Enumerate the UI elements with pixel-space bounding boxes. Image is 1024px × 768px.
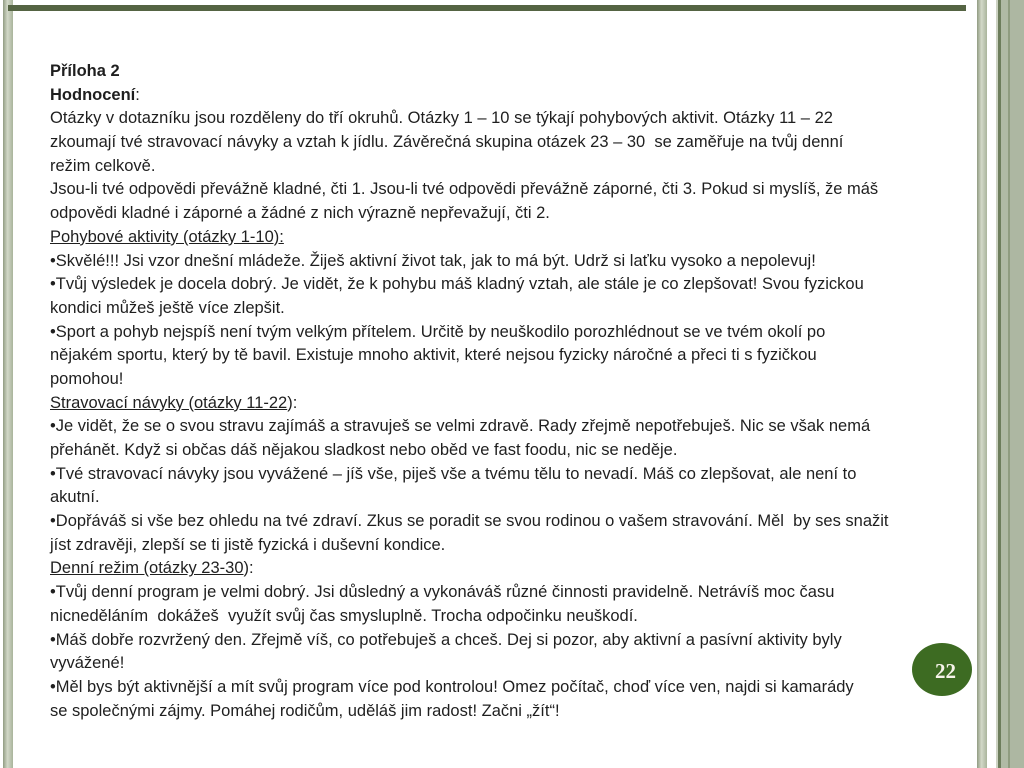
text-segment: Otázky v dotazníku jsou rozděleny do tří okruhů. Otázky 1 – 10 se týkají pohybových aktivit. Otázky 11 – 22 <box>50 109 833 128</box>
text-line <box>50 700 972 724</box>
text-line <box>50 344 972 368</box>
text-line <box>50 297 972 321</box>
text-segment: Stravovací návyky (otázky 11-22 <box>50 393 288 412</box>
text-segment: odpovědi kladné i záporné a žádné z nich výrazně nepřevažují, čti 2. <box>50 204 550 223</box>
text-segment: ): <box>243 559 254 578</box>
text-line <box>50 629 972 653</box>
text-segment: pomohou! <box>50 369 124 388</box>
text-line <box>50 321 972 345</box>
text-segment: vyvážené! <box>50 654 125 673</box>
text-segment: nějakém sportu, který by tě bavil. Existuje mnoho aktivit, které nejsou fyzicky náročné a přeci ti s fyzičkou <box>50 346 817 365</box>
text-line <box>50 107 972 131</box>
text-segment: •Měl bys být aktivnější a mít svůj program více pod kontrolou! Omez počítač, choď více ven, najdi si kamarády <box>50 677 854 696</box>
right-border-band <box>996 0 1024 768</box>
right-border-stripe <box>977 0 987 768</box>
text-line <box>50 486 972 510</box>
text-segment: •Tvůj výsledek je docela dobrý. Je vidět, že k pohybu máš kladný vztah, ale stále je co zlepšovat! Svou fyzickou <box>50 275 864 294</box>
text-segment: Jsou-li tvé odpovědi převážně kladné, čti 1. Jsou-li tvé odpovědi převážně záporné, čti 3. Pokud si myslíš, že máš <box>50 180 879 199</box>
text-segment: Pohybové aktivity (otázky 1-10): <box>50 227 284 246</box>
slide-number-badge <box>912 643 972 696</box>
text-segment: Příloha 2 <box>50 62 120 80</box>
text-segment: •Sport a pohyb nejspíš není tvým velkým přítelem. Určitě by neuškodilo porozhlédnout se ve tvém okolí po <box>50 322 826 341</box>
slide-text-block <box>50 60 972 723</box>
text-segment: nicneděláním dokážeš využít svůj čas smysluplně. Trocha odpočinku neuškodí. <box>50 606 638 625</box>
text-segment: režim celkově. <box>50 156 156 175</box>
text-segment: •Tvé stravovací návyky jsou vyvážené – jíš vše, piješ vše a tvému tělu to nevadí. Máš co zlepšovat, ale není to <box>50 464 857 483</box>
slide-number: 22 <box>935 659 956 683</box>
top-border-bar <box>8 5 966 11</box>
text-segment: : <box>135 85 140 104</box>
text-line <box>50 178 972 202</box>
text-line <box>50 368 972 392</box>
text-segment: •Tvůj denní program je velmi dobrý. Jsi důsledný a vykonáváš různé činnosti pravidelně. Netrávíš moc času <box>50 583 835 602</box>
text-line <box>50 510 972 534</box>
text-segment: Denní režim (otázky 23-30 <box>50 559 244 578</box>
text-line <box>50 439 972 463</box>
text-segment: •Dopřáváš si vše bez ohledu na tvé zdraví. Zkus se poradit se svou rodinou o vašem stravování. Měl by ses snažit <box>50 512 889 531</box>
text-segment: akutní. <box>50 488 100 507</box>
text-line <box>50 581 972 605</box>
text-line <box>50 605 972 629</box>
text-segment: zkoumají tvé stravovací návyky a vztah k jídlu. Závěrečná skupina otázek 23 – 30 se zaměřuje na tvůj denní <box>50 133 844 152</box>
text-segment: Hodnocení <box>50 85 136 104</box>
text-segment: se společnými zájmy. Pomáhej rodičům, uděláš jim radost! Začni „žít“! <box>50 701 560 720</box>
text-line <box>50 392 972 416</box>
text-line <box>50 84 972 108</box>
text-line <box>50 131 972 155</box>
text-line <box>50 676 972 700</box>
text-line <box>50 534 972 558</box>
text-line <box>50 463 972 487</box>
text-line <box>50 155 972 179</box>
text-line <box>50 250 972 274</box>
text-segment: •Skvělé!!! Jsi vzor dnešní mládeže. Žiješ aktivní život tak, jak to má být. Udrž si laťku vysoko a nepolevuj! <box>50 251 816 270</box>
text-line <box>50 273 972 297</box>
text-segment: •Je vidět, že se o svou stravu zajímáš a stravuješ se velmi zdravě. Rady zřejmě nepotřebuješ. Nic se však nemá <box>50 417 871 436</box>
text-segment: kondici můžeš ještě více zlepšit. <box>50 298 285 317</box>
text-segment: •Máš dobře rozvržený den. Zřejmě víš, co potřebuješ a chceš. Dej si pozor, aby aktivní a pasívní aktivity byly <box>50 630 842 649</box>
left-border-stripe <box>3 0 13 768</box>
text-line <box>50 226 972 250</box>
text-segment: přehánět. Když si občas dáš nějakou sladkost nebo oběd ve fast foodu, nic se neděje. <box>50 441 678 459</box>
text-line <box>50 557 972 581</box>
text-segment: ): <box>287 393 298 412</box>
text-line <box>50 652 972 676</box>
text-line <box>50 202 972 226</box>
text-line <box>50 415 972 439</box>
text-line <box>50 60 972 84</box>
text-segment: jíst zdravěji, zlepší se ti jistě fyzická i duševní kondice. <box>50 535 446 554</box>
